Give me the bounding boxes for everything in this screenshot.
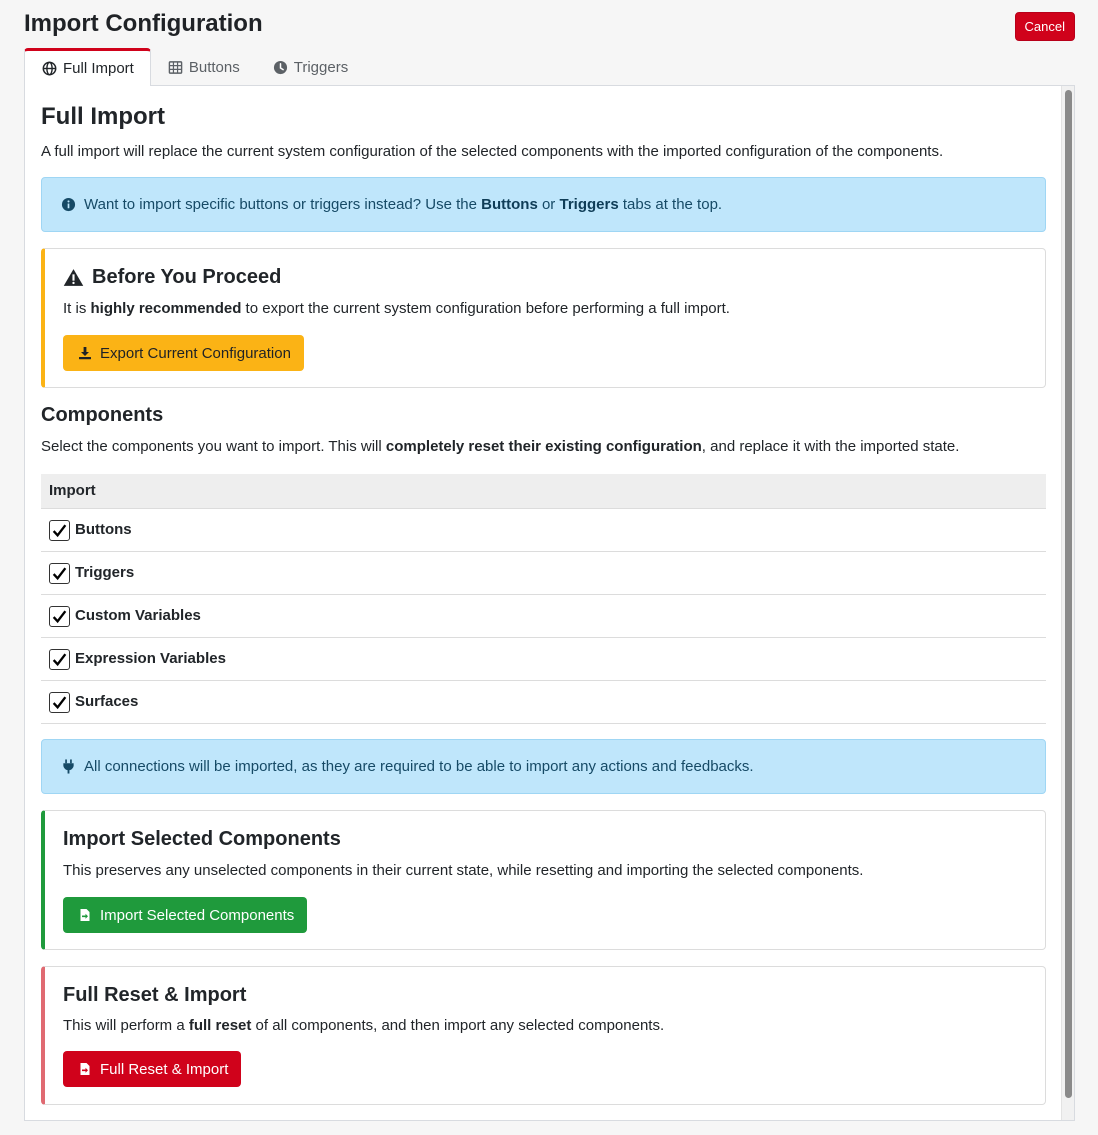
- component-label: Triggers: [75, 564, 135, 581]
- intro-text: A full import will replace the current system configuration of the selected components with the imported configuration of the components.: [41, 143, 944, 160]
- table-row: [41, 637, 1046, 680]
- scrollbar-thumb[interactable]: [1065, 90, 1072, 1098]
- import-selected-button[interactable]: Import Selected Components: [63, 897, 307, 933]
- custom-variables-checkbox[interactable]: [49, 606, 70, 627]
- callout-text: This will perform a full reset of all components, and then import any selected components.: [63, 1017, 665, 1034]
- components-table: [41, 474, 1046, 724]
- page-title: Import Configuration: [24, 10, 263, 37]
- plug-icon: [61, 759, 76, 774]
- import-column-header: Import: [41, 474, 1046, 508]
- callout-title: Before You Proceed: [63, 266, 1027, 289]
- component-label: Surfaces: [75, 693, 139, 710]
- import-selected-callout: [41, 810, 1046, 950]
- tab-triggers[interactable]: [256, 48, 364, 86]
- connections-alert: [41, 739, 1046, 794]
- tab-label: Buttons: [188, 58, 240, 76]
- connections-note: All connections will be imported, as they are required to be able to import any actions and feedbacks.: [84, 758, 754, 775]
- triggers-checkbox[interactable]: [49, 563, 70, 584]
- checkmark-icon: [51, 608, 68, 625]
- globe-icon: [42, 61, 57, 76]
- export-configuration-button[interactable]: Export Current Configuration: [63, 335, 304, 371]
- cancel-button[interactable]: Cancel: [1015, 12, 1075, 41]
- buttons-checkbox[interactable]: [49, 520, 70, 541]
- tab-bar: [24, 48, 364, 86]
- components-description: Select the components you want to import. This will completely reset their existing configuration, and replace it with the imported state.: [41, 438, 960, 455]
- section-title: Full Import: [41, 103, 165, 130]
- full-reset-callout: [41, 966, 1046, 1105]
- expression-variables-checkbox[interactable]: [49, 649, 70, 670]
- file-import-icon: [78, 1062, 92, 1076]
- checkmark-icon: [51, 565, 68, 582]
- checkmark-icon: [51, 522, 68, 539]
- table-row: [41, 680, 1046, 723]
- component-label: Custom Variables: [75, 607, 201, 624]
- grid-icon: [168, 60, 183, 75]
- file-import-icon: [78, 908, 92, 922]
- full-reset-import-button[interactable]: Full Reset & Import: [63, 1051, 241, 1087]
- tab-buttons[interactable]: [151, 48, 256, 86]
- checkmark-icon: [51, 651, 68, 668]
- tab-full-import[interactable]: [24, 48, 151, 86]
- before-you-proceed-callout: [41, 248, 1046, 388]
- components-title: Components: [41, 404, 164, 426]
- clock-icon: [273, 60, 288, 75]
- info-alert: [41, 177, 1046, 232]
- callout-title: Full Reset & Import: [63, 984, 247, 1006]
- tab-panel: [24, 85, 1075, 1121]
- callout-title: Import Selected Components: [63, 828, 341, 850]
- component-label: Buttons: [75, 521, 132, 538]
- scrollbar[interactable]: [1061, 86, 1074, 1120]
- tab-label: Full Import: [63, 60, 134, 77]
- table-row: [41, 594, 1046, 637]
- callout-text: This preserves any unselected components in their current state, while resetting and importing the selected components.: [63, 862, 864, 879]
- info-icon: [61, 197, 76, 212]
- callout-text: It is highly recommended to export the current system configuration before performing a full import.: [63, 300, 730, 317]
- download-icon: [78, 346, 92, 360]
- table-row: [41, 508, 1046, 551]
- component-label: Expression Variables: [75, 650, 226, 667]
- warning-icon: [63, 268, 84, 287]
- surfaces-checkbox[interactable]: [49, 692, 70, 713]
- tab-label: Triggers: [293, 58, 349, 76]
- checkmark-icon: [51, 694, 68, 711]
- table-row: [41, 551, 1046, 594]
- info-text: Want to import specific buttons or triggers instead? Use the Buttons or Triggers tabs at the top.: [84, 196, 723, 213]
